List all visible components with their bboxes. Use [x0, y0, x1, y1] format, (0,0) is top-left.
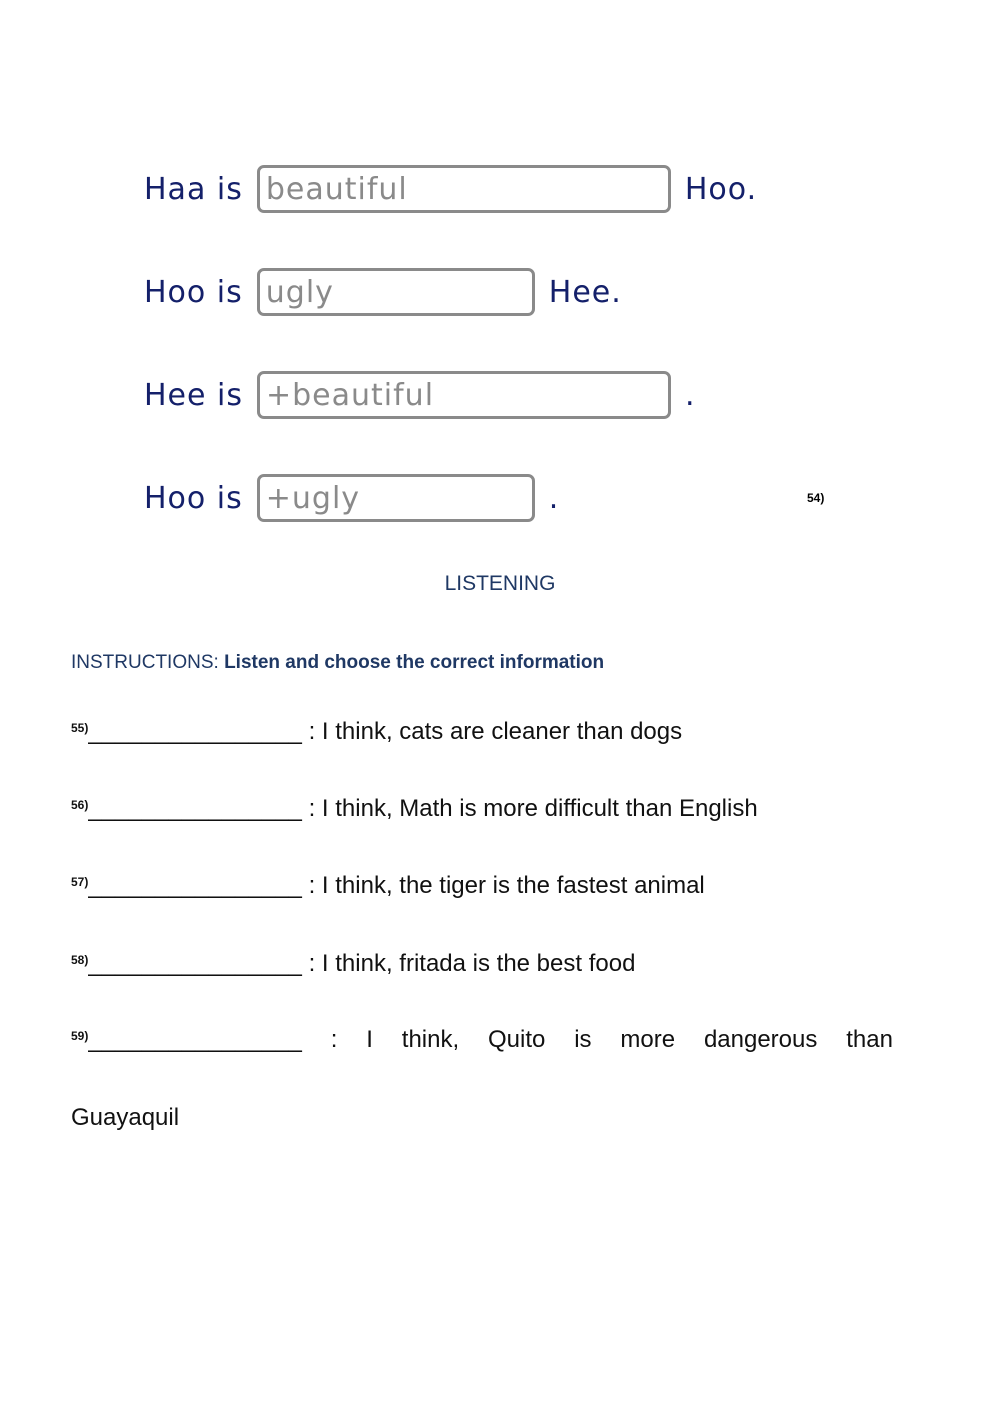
row-tail: .	[548, 480, 560, 516]
fill-in-row-4	[144, 473, 559, 523]
item-number: 58)	[71, 953, 89, 967]
answer-box-2[interactable]: ugly	[257, 268, 535, 316]
instructions-text: Listen and choose the correct information	[224, 652, 605, 673]
listening-item-55	[71, 718, 893, 746]
item-word: dangerous	[703, 1026, 818, 1053]
answer-blank[interactable]: ________________	[88, 872, 302, 899]
fill-in-row-3	[144, 370, 696, 420]
section-title: LISTENING	[444, 572, 556, 595]
instructions	[71, 652, 604, 674]
item-word: :	[330, 1026, 338, 1053]
item-word: I	[366, 1026, 373, 1053]
row-tail: Hoo.	[684, 171, 758, 207]
item-text: : I think, cats are cleaner than dogs	[301, 718, 683, 745]
item-lead	[71, 1026, 302, 1054]
listening-item-58	[71, 950, 893, 978]
answer-box-3[interactable]: +beautiful	[257, 371, 671, 419]
answer-blank[interactable]: ________________	[88, 718, 302, 745]
answer-box-4[interactable]: +ugly	[257, 474, 535, 522]
item-59-continuation: Guayaquil	[71, 1104, 180, 1131]
row-tail: Hee.	[548, 274, 622, 310]
item-word: more	[620, 1026, 676, 1053]
instructions-label: INSTRUCTIONS:	[71, 652, 225, 673]
listening-item-59	[71, 1026, 893, 1054]
item-number: 59)	[71, 1029, 89, 1043]
row-subject: Haa is	[144, 171, 243, 207]
row-tail: .	[684, 377, 696, 413]
item-number: 55)	[71, 721, 89, 735]
item-text: : I think, fritada is the best food	[301, 950, 636, 977]
answer-blank[interactable]: ________________	[88, 950, 302, 977]
item-text: : I think, Math is more difficult than English	[301, 795, 758, 822]
row-subject: Hoo is	[144, 480, 243, 516]
answer-blank[interactable]: ________________	[88, 1026, 302, 1053]
item-number: 56)	[71, 798, 89, 812]
answer-blank[interactable]: ________________	[88, 795, 302, 822]
item-word: is	[574, 1026, 592, 1053]
listening-item-56	[71, 795, 893, 823]
item-text: : I think, the tiger is the fastest animal	[301, 872, 705, 899]
item-word: think,	[401, 1026, 460, 1053]
fill-in-row-2	[144, 267, 622, 317]
listening-item-57	[71, 872, 893, 900]
item-number: 57)	[71, 875, 89, 889]
question-number-54: 54)	[807, 491, 825, 505]
row-subject: Hee is	[144, 377, 243, 413]
answer-box-1[interactable]: beautiful	[257, 165, 671, 213]
fill-in-row-1	[144, 164, 757, 214]
item-word: Quito	[488, 1026, 546, 1053]
item-word: than	[846, 1026, 893, 1053]
row-subject: Hoo is	[144, 274, 243, 310]
